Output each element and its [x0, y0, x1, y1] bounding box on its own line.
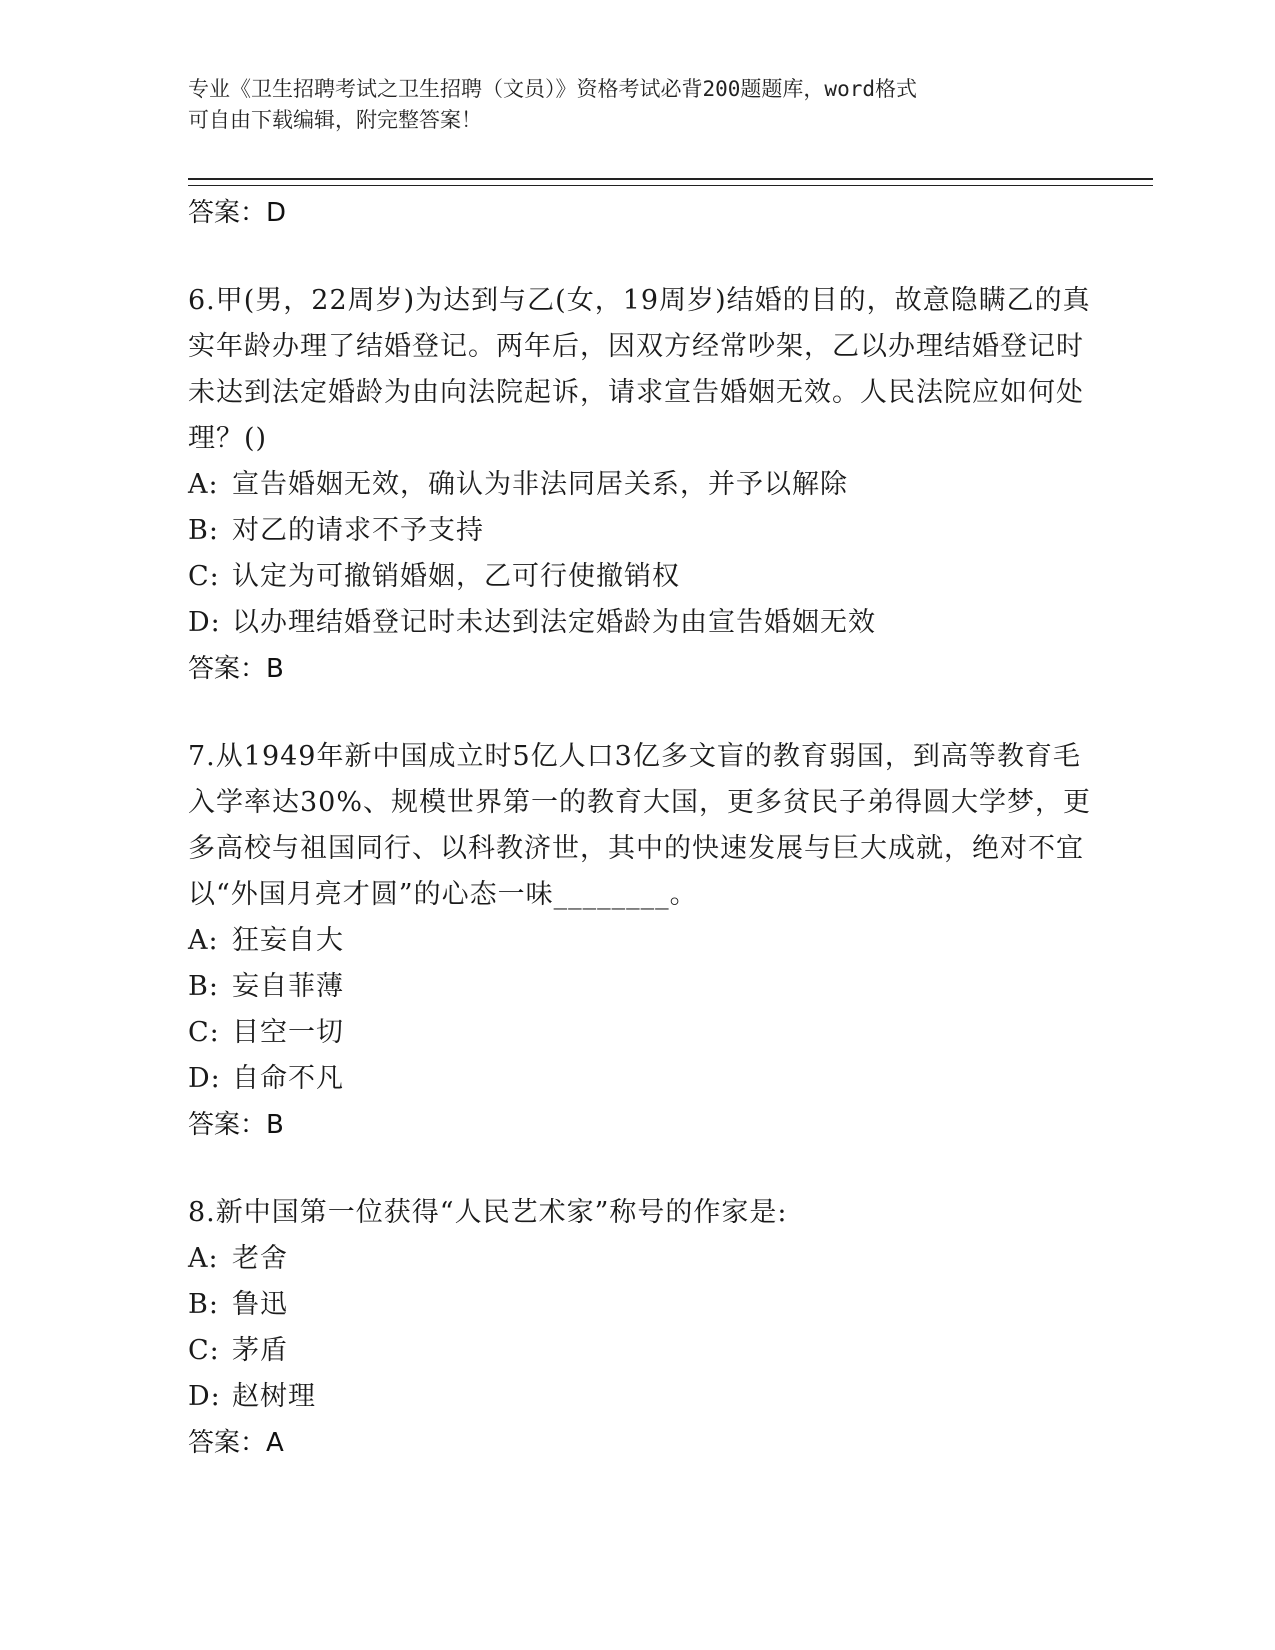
option-text: 对乙的请求不予支持 — [232, 515, 484, 546]
option-key: C: — [188, 1335, 220, 1366]
question-stem: 7.从1949年新中国成立时5亿人口3亿多文盲的教育弱国，到高等教育毛入学率达30%、规模世界第一的教育大国，更多贫民子弟得圆大学梦，更多高校与祖国同行、以科教济世，其中的快速发展与巨大成就，绝对不宜以“外国月亮才圆”的心态一味________。 — [188, 741, 1092, 910]
option-a — [188, 1236, 1108, 1282]
question-8 — [188, 1190, 1108, 1466]
option-b — [188, 964, 1108, 1010]
option-key: B: — [188, 1289, 219, 1320]
option-key: B: — [188, 971, 219, 1002]
option-d — [188, 1056, 1108, 1102]
option-key: B: — [188, 515, 219, 546]
option-b — [188, 508, 1108, 554]
question-6 — [188, 278, 1108, 692]
option-text: 认定为可撤销婚姻，乙可行使撤销权 — [232, 561, 680, 592]
header-divider — [188, 178, 1153, 186]
header-title-line-2: 可自由下载编辑，附完整答案！ — [188, 108, 482, 132]
answer: 答案：B — [188, 654, 284, 684]
option-c — [188, 1010, 1108, 1056]
option-a — [188, 462, 1108, 508]
option-key: A: — [188, 925, 219, 956]
option-text: 茅盾 — [232, 1335, 288, 1366]
option-text: 鲁迅 — [232, 1289, 288, 1320]
option-text: 老舍 — [232, 1243, 288, 1274]
option-text: 以办理结婚登记时未达到法定婚龄为由宣告婚姻无效 — [232, 607, 876, 638]
option-text: 目空一切 — [232, 1017, 344, 1048]
question-7 — [188, 734, 1108, 1148]
page-header — [188, 74, 1088, 136]
question-list — [188, 190, 1108, 1466]
option-key: C: — [188, 1017, 220, 1048]
option-c — [188, 1328, 1108, 1374]
option-c — [188, 554, 1108, 600]
option-b — [188, 1282, 1108, 1328]
option-text: 狂妄自大 — [232, 925, 344, 956]
option-text: 赵树理 — [232, 1381, 316, 1412]
option-key: D: — [188, 1381, 221, 1412]
question-stem: 8.新中国第一位获得“人民艺术家”称号的作家是: — [188, 1197, 788, 1228]
option-text: 自命不凡 — [232, 1063, 344, 1094]
answer: 答案：B — [188, 1110, 284, 1140]
option-d — [188, 1374, 1108, 1420]
option-key: A: — [188, 1243, 219, 1274]
option-key: D: — [188, 607, 221, 638]
header-title-line-1: 专业《卫生招聘考试之卫生招聘（文员）》资格考试必背200题题库，word格式 — [188, 77, 917, 101]
question-stem: 6.甲(男，22周岁)为达到与乙(女，19周岁)结婚的目的，故意隐瞒乙的真实年龄办理了结婚登记。两年后，因双方经常吵架，乙以办理结婚登记时未达到法定婚龄为由向法院起诉，请求宣告婚姻无效。人民法院应如何处理？() — [188, 285, 1091, 454]
answer: 答案：A — [188, 1428, 284, 1458]
option-a — [188, 918, 1108, 964]
option-key: D: — [188, 1063, 221, 1094]
option-d — [188, 600, 1108, 646]
option-key: A: — [188, 469, 219, 500]
previous-answer: 答案：D — [188, 198, 287, 228]
option-key: C: — [188, 561, 220, 592]
option-text: 妄自菲薄 — [232, 971, 344, 1002]
option-text: 宣告婚姻无效，确认为非法同居关系，并予以解除 — [232, 469, 848, 500]
